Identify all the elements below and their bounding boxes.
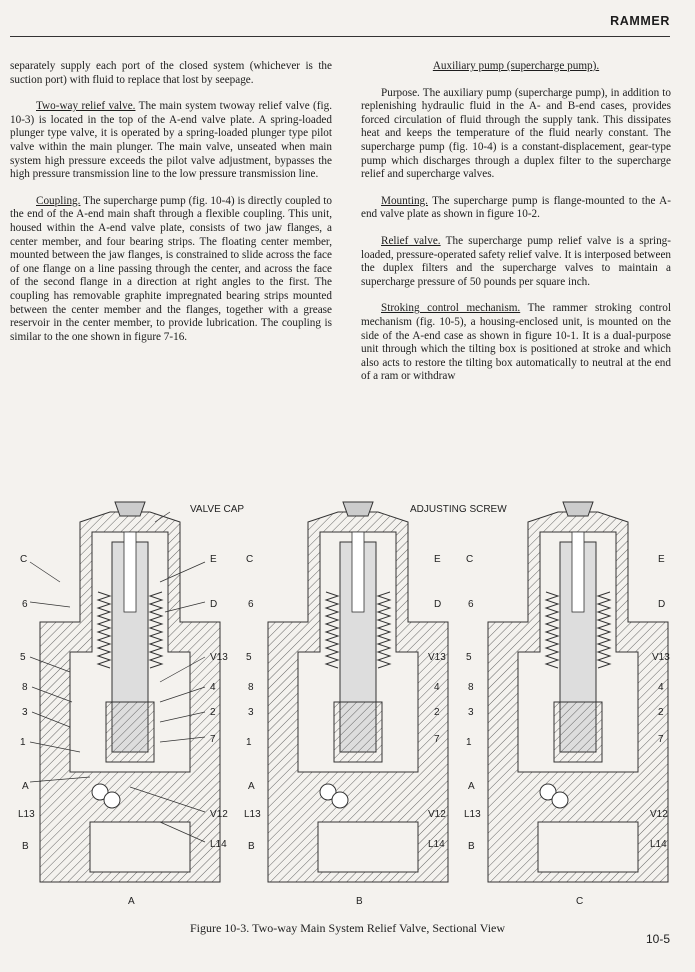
label-b-d: D (434, 599, 442, 610)
page-number: 10-5 (645, 932, 670, 946)
body-stroking-control: The rammer stroking control mechanism (fig. 10-5), a housing-enclosed unit, is mounted on the side of the A-end case as shown in figure 10-1. It is a dual-purpose unit through which the tilting box is positioned at stroke and which also acts to restore the tilting box automatically to neutral at the end of a ram or withdraw (361, 302, 671, 383)
label-a-l13: L13 (18, 809, 35, 820)
figure-caption: Figure 10-3. Two-way Main System Relief Valve, Sectional View (189, 921, 506, 935)
label-b-3: 3 (248, 707, 254, 718)
label-a-6: 6 (22, 599, 28, 610)
label-a-b: B (22, 841, 29, 852)
body-two-way-relief-valve: The main system twoway relief valve (fig. 10-3) is located in the top of the A-end valve plate. A spring-loaded plunger type valve, it is operated by a spring-loaded plunger type pilot valve within the main plunger. The main valve, unseated when main system high pressure exceeds the pilot valve adjustment, bypasses the high pressure transmission line to the low pressure transmission line. (10, 100, 332, 181)
label-a-a: A (22, 781, 29, 792)
label-c-l14: L14 (650, 839, 667, 850)
heading-auxiliary-pump (361, 60, 671, 74)
label-adjusting-screw: ADJUSTING SCREW (410, 504, 507, 515)
paragraph-two-way-relief-valve (10, 100, 332, 182)
label-c-v12: V12 (650, 809, 668, 820)
running-title: RAMMER (610, 14, 670, 28)
label-a-1: 1 (20, 737, 26, 748)
body-mounting: The supercharge pump is flange-mounted to the A-end valve plate as shown in figure 10-2. (361, 194, 671, 221)
label-a-8: 8 (22, 682, 28, 693)
heading-relief-valve: Relief valve. (381, 234, 441, 247)
heading-mounting: Mounting. (381, 194, 428, 207)
label-c-8: 8 (468, 682, 474, 693)
label-a-l14: L14 (210, 839, 227, 850)
label-b-c: C (246, 554, 254, 565)
heading-auxiliary-pump-text: Auxiliary pump (supercharge pump). (432, 60, 600, 72)
label-a-7: 7 (210, 734, 216, 745)
label-c-2: 2 (658, 707, 664, 718)
paragraph-purpose (361, 87, 671, 182)
label-c-v13: V13 (652, 652, 670, 663)
view-label-c: C (576, 896, 584, 907)
label-c-5: 5 (466, 652, 472, 663)
label-b-l13: L13 (244, 809, 261, 820)
label-c-b: B (468, 841, 475, 852)
label-c-6: 6 (468, 599, 474, 610)
body-relief-valve: The supercharge pump relief valve is a spring-loaded, pressure-operated safety relief valve. It is interposed between the duplex filters and the supercharge valves to maintain a supercharge pressure of 50 pounds per square inch. (361, 234, 672, 288)
label-a-v12: V12 (210, 809, 228, 820)
paragraph-mounting (361, 195, 671, 222)
label-b-e: E (434, 554, 441, 565)
view-label-b: B (356, 896, 363, 907)
body-coupling: The supercharge pump (fig. 10-4) is directly coupled to the end of the A-end main shaft through a flexible coupling. This unit, housed within the A-end valve plate, consists of two jaw flanges, a center member, and four bearing strips. The floating center member, mounted between the jaw flanges, is constrained to slide across the face of one flange on a line passing through the center, and across the face of the second flange in a direction at right angles to the first. The coupling has removable graphite impregnated bearing strips mounted between the center member and the flanges, together with a grease reservoir in the center member, to provide lubrication. The coupling is similar to the one shown in figure 7-16. (10, 194, 332, 343)
body-purpose: The auxiliary pump (supercharge pump), in addition to replenishing hydraulic fluid in the A- and B-end cases, provides forced circulation of fluid through the supply tank. This dissipates heat and keeps the temperature of the fluid nearly constant. The supercharge pump (fig. 10-4) is a constant-displacement, gear-type pump which discharges through a duplex filter to the supercharge relief and supercharge valves. (361, 86, 671, 181)
figure-relief-valve-sections (10, 492, 690, 912)
label-b-l14: L14 (428, 839, 445, 850)
label-b-6: 6 (248, 599, 254, 610)
label-c-d: D (658, 599, 666, 610)
label-b-b: B (248, 841, 255, 852)
label-c-a: A (468, 781, 475, 792)
label-b-a: A (248, 781, 255, 792)
paragraph-stroking-control (361, 302, 671, 384)
label-b-v13: V13 (428, 652, 446, 663)
label-c-l13: L13 (464, 809, 481, 820)
label-b-2: 2 (434, 707, 440, 718)
label-a-3: 3 (22, 707, 28, 718)
page-header (10, 10, 670, 37)
label-a-4: 4 (210, 682, 216, 693)
heading-two-way-relief-valve: Two-way relief valve. (36, 100, 136, 113)
heading-stroking-control: Stroking control mechanism. (381, 302, 521, 315)
view-label-a: A (128, 896, 135, 907)
heading-purpose: Purpose. (381, 86, 420, 99)
paragraph-relief-valve (361, 235, 671, 289)
paragraph-coupling (10, 195, 332, 345)
heading-coupling: Coupling. (36, 194, 81, 207)
label-a-c: C (20, 554, 28, 565)
label-c-3: 3 (468, 707, 474, 718)
label-b-4: 4 (434, 682, 440, 693)
left-column (10, 60, 332, 357)
label-b-1: 1 (246, 737, 252, 748)
label-b-7: 7 (434, 734, 440, 745)
label-a-2: 2 (210, 707, 216, 718)
label-a-v13: V13 (210, 652, 228, 663)
label-a-e: E (210, 554, 217, 565)
label-c-1: 1 (466, 737, 472, 748)
label-b-8: 8 (248, 682, 254, 693)
label-b-v12: V12 (428, 809, 446, 820)
label-a-5: 5 (20, 652, 26, 663)
right-column (361, 60, 671, 397)
label-valve-cap: VALVE CAP (190, 504, 245, 515)
label-a-d: D (210, 599, 218, 610)
label-c-e: E (658, 554, 665, 565)
paragraph-seepage: separately supply each port of the closed system (whichever is the suction port) with fluid to replace that lost by seepage. (10, 60, 332, 86)
label-c-c: C (466, 554, 474, 565)
label-c-7: 7 (658, 734, 664, 745)
label-b-5: 5 (246, 652, 252, 663)
label-c-4: 4 (658, 682, 664, 693)
